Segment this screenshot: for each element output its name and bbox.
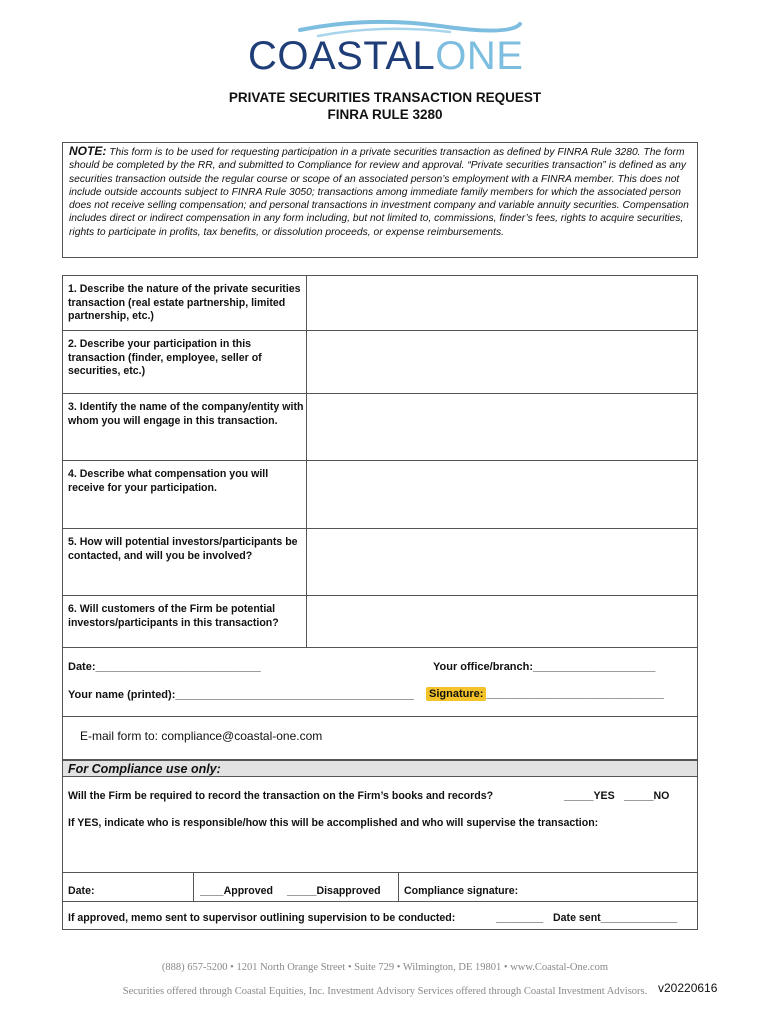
office-branch-field[interactable]: Your office/branch:____________________	[433, 661, 656, 673]
compliance-divider-2	[63, 901, 697, 902]
signoff-left-border	[62, 648, 63, 716]
note-label: NOTE:	[69, 144, 107, 158]
compliance-signature-field[interactable]: Compliance signature:	[404, 885, 519, 897]
compliance-section	[62, 760, 698, 930]
question-row-2	[63, 330, 697, 393]
email-box	[62, 716, 698, 760]
question-row-1	[63, 276, 697, 330]
question-row-6	[63, 595, 697, 648]
date-field[interactable]: Date:___________________________	[68, 661, 261, 673]
answer-field-2[interactable]	[306, 331, 307, 393]
question-label-1: 1. Describe the nature of the private securities transaction (real estate partnership, limited partnership, etc.)	[68, 283, 301, 322]
record-question: Will the Firm be required to record the transaction on the Firm’s books and records?	[68, 790, 494, 802]
compliance-vdivider-2	[398, 872, 399, 901]
questions-table	[62, 275, 698, 648]
company-logo	[0, 14, 770, 80]
signature-field[interactable]	[426, 688, 664, 700]
note-text: This form is to be used for requesting participation in a private securities transaction as defined by FINRA Rule 3280. The form should be completed by the RR, and submitted to Compliance for review and approval. “Private securities transaction” is defined as any securities transaction outside the regular course or scope of an associated person’s employment with a FINRA member. This does not include outside accounts subject to FINRA Rule 3050; transactions among immediate family members for which the associated person does not receive selling compensation; and personal transactions in investment company and variable annuity securities. Compensation includes direct or indirect compensation in any form including, but not limited to, commissions, finder’s fees, rights to acquire securities, rights to participate in profits, tax benefits, or dissolution proceeds, or expense reimbursements.	[69, 147, 689, 238]
question-label-2: 2. Describe your participation in this transaction (finder, employee, seller of securities, etc.)	[68, 338, 262, 377]
compliance-divider-1	[63, 872, 697, 873]
page-subtitle: FINRA RULE 3280	[327, 107, 443, 122]
signature-label[interactable]: Signature:	[426, 687, 486, 701]
signature-line: _____________________________	[486, 688, 664, 700]
question-label-4: 4. Describe what compensation you will receive for your participation.	[68, 468, 269, 494]
answer-field-6[interactable]	[306, 596, 307, 648]
record-yes-option[interactable]: _____YES	[564, 790, 615, 802]
question-row-4	[63, 460, 697, 528]
record-no-option[interactable]: _____NO	[624, 790, 670, 802]
question-label-6: 6. Will customers of the Firm be potential investors/participants in this transaction?	[68, 603, 279, 629]
question-row-3	[63, 393, 697, 460]
logo-one: ONE	[435, 34, 524, 78]
question-label-3: 3. Identify the name of the company/entity with whom you will engage in this transaction.	[68, 401, 304, 427]
compliance-vdivider-1	[193, 872, 194, 901]
page-title: PRIVATE SECURITIES TRANSACTION REQUEST	[228, 90, 542, 105]
logo-coastal: COASTAL	[248, 34, 436, 78]
printed-name-field[interactable]: Your name (printed):_______________________________________	[68, 689, 414, 701]
disapproved-option[interactable]: _____Disapproved	[287, 885, 381, 897]
question-row-5	[63, 528, 697, 595]
signoff-right-border	[697, 648, 698, 716]
approved-option[interactable]: ____Approved	[200, 885, 274, 897]
version-label: v20220616	[658, 981, 718, 995]
date-sent-field[interactable]: Date sent_____________	[553, 912, 678, 924]
note-box	[62, 142, 698, 258]
memo-line-field[interactable]: ________	[496, 912, 544, 924]
supervision-question: If YES, indicate who is responsible/how this will be accomplished and who will supervise the transaction:	[68, 817, 599, 829]
compliance-date-field[interactable]: Date:	[68, 885, 95, 897]
footer-disclosure: Securities offered through Coastal Equities, Inc. Investment Advisory Services offered through Coastal Investment Advisors.	[122, 986, 648, 997]
answer-field-3[interactable]	[306, 394, 307, 460]
answer-field-5[interactable]	[306, 529, 307, 595]
email-top-border	[63, 716, 697, 717]
email-instruction: E-mail form to: compliance@coastal-one.com	[80, 729, 323, 743]
answer-field-1[interactable]	[306, 276, 307, 330]
footer-contact: (888) 657-5200 • 1201 North Orange Street • Suite 729 • Wilmington, DE 19801 • www.Coastal-One.com	[161, 962, 609, 973]
question-label-5: 5. How will potential investors/participants be contacted, and will you be involved?	[68, 536, 298, 562]
compliance-header: For Compliance use only:	[63, 761, 697, 777]
answer-field-4[interactable]	[306, 461, 307, 528]
memo-statement: If approved, memo sent to supervisor outlining supervision to be conducted:	[68, 912, 456, 924]
logo-wordmark	[248, 36, 523, 76]
